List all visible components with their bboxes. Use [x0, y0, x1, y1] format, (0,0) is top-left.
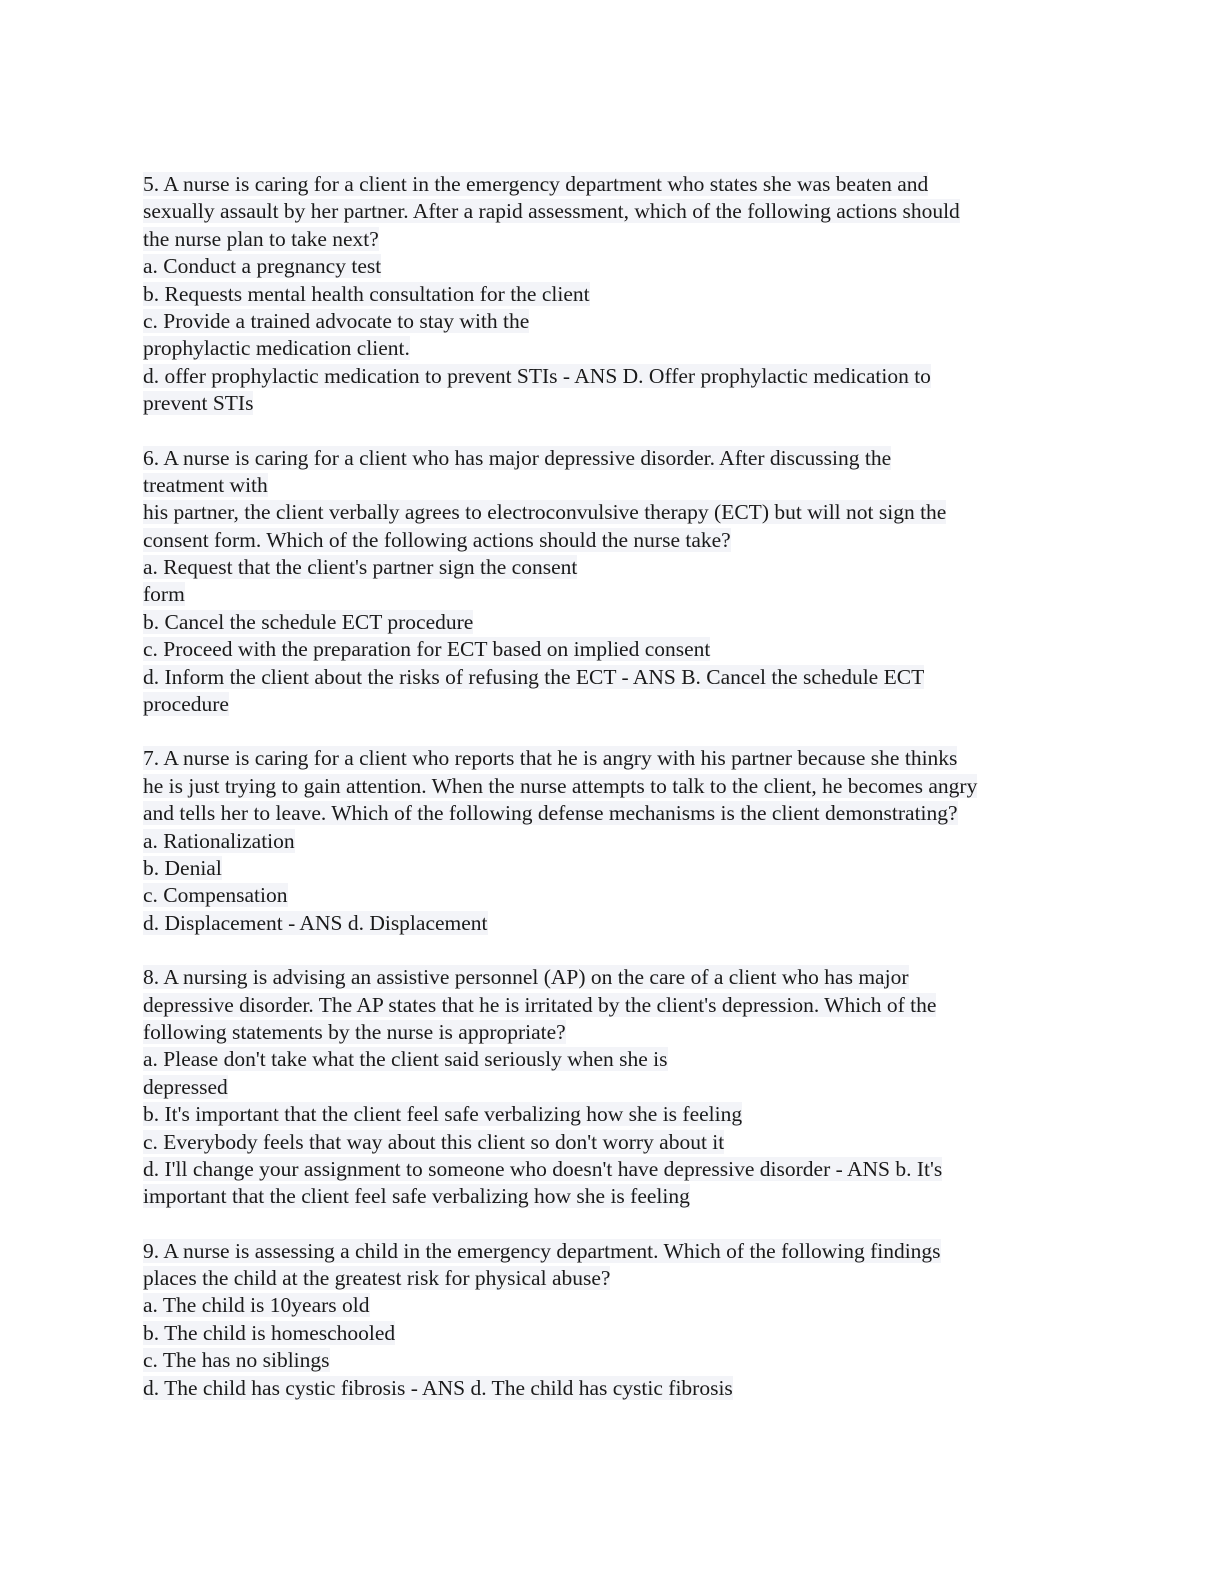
answer-option-c: c. The has no siblings: [143, 1348, 330, 1373]
answer-continued: procedure: [143, 692, 229, 717]
answer-option-b: b. Cancel the schedule ECT procedure: [143, 609, 474, 634]
answer-option-b: b. It's important that the client feel safe verbalizing how she is feeling: [143, 1102, 743, 1127]
answer-option-d-with-answer: d. I'll change your assignment to someone who doesn't have depressive disorder - ANS b. It's: [143, 1156, 943, 1181]
question-line: sexually assault by her partner. After a rapid assessment, which of the following actions should: [143, 199, 960, 224]
document-page: [143, 171, 1083, 1429]
answer-option-a: a. Conduct a pregnancy test: [143, 254, 382, 279]
answer-option-a: a. Rationalization: [143, 828, 295, 853]
question-6: [143, 445, 1083, 719]
question-line: treatment with: [143, 472, 268, 497]
answer-option-b: b. Requests mental health consultation for the client: [143, 281, 590, 306]
answer-option-d-with-answer: d. The child has cystic fibrosis - ANS d. The child has cystic fibrosis: [143, 1375, 733, 1400]
question-9: [143, 1238, 1083, 1402]
answer-option-c-continued: prophylactic medication client.: [143, 336, 410, 361]
answer-option-b: b. Denial: [143, 855, 222, 880]
answer-option-c: c. Compensation: [143, 883, 288, 908]
question-line: 6. A nurse is caring for a client who has major depressive disorder. After discussing the: [143, 445, 892, 470]
answer-option-c: c. Proceed with the preparation for ECT based on implied consent: [143, 637, 711, 662]
question-line: following statements by the nurse is appropriate?: [143, 1019, 566, 1044]
answer-option-c: c. Everybody feels that way about this client so don't worry about it: [143, 1129, 725, 1154]
question-line: 8. A nursing is advising an assistive personnel (AP) on the care of a client who has major: [143, 965, 909, 990]
answer-option-a-continued: form: [143, 582, 185, 607]
answer-option-b: b. The child is homeschooled: [143, 1320, 396, 1345]
question-line: 7. A nurse is caring for a client who reports that he is angry with his partner because she thinks: [143, 746, 958, 771]
question-line: he is just trying to gain attention. When the nurse attempts to talk to the client, he becomes angry: [143, 773, 978, 798]
question-8: [143, 964, 1083, 1211]
answer-option-a: a. The child is 10years old: [143, 1293, 370, 1318]
answer-option-d-with-answer: d. Displacement - ANS d. Displacement: [143, 910, 488, 935]
question-line: consent form. Which of the following actions should the nurse take?: [143, 527, 731, 552]
answer-option-a-continued: depressed: [143, 1074, 228, 1099]
answer-option-c: c. Provide a trained advocate to stay with the: [143, 308, 530, 333]
question-line: 9. A nurse is assessing a child in the emergency department. Which of the following findings: [143, 1238, 941, 1263]
question-line: the nurse plan to take next?: [143, 226, 379, 251]
answer-option-d-with-answer: d. offer prophylactic medication to prevent STIs - ANS D. Offer prophylactic medication to: [143, 363, 931, 388]
question-line: depressive disorder. The AP states that he is irritated by the client's depression. Which of the: [143, 992, 937, 1017]
answer-continued: important that the client feel safe verbalizing how she is feeling: [143, 1184, 690, 1209]
question-line: and tells her to leave. Which of the following defense mechanisms is the client demonstrating?: [143, 801, 958, 826]
question-7: [143, 745, 1083, 937]
answer-option-a: a. Please don't take what the client said seriously when she is: [143, 1047, 668, 1072]
question-line: 5. A nurse is caring for a client in the emergency department who states she was beaten and: [143, 172, 929, 196]
question-line: his partner, the client verbally agrees to electroconvulsive therapy (ECT) but will not sign the: [143, 500, 947, 525]
question-5: [143, 171, 1083, 418]
answer-option-a: a. Request that the client's partner sign the consent: [143, 555, 578, 580]
question-line: places the child at the greatest risk for physical abuse?: [143, 1266, 611, 1291]
answer-option-d-with-answer: d. Inform the client about the risks of refusing the ECT - ANS B. Cancel the schedule ECT: [143, 664, 925, 689]
answer-continued: prevent STIs: [143, 391, 254, 416]
